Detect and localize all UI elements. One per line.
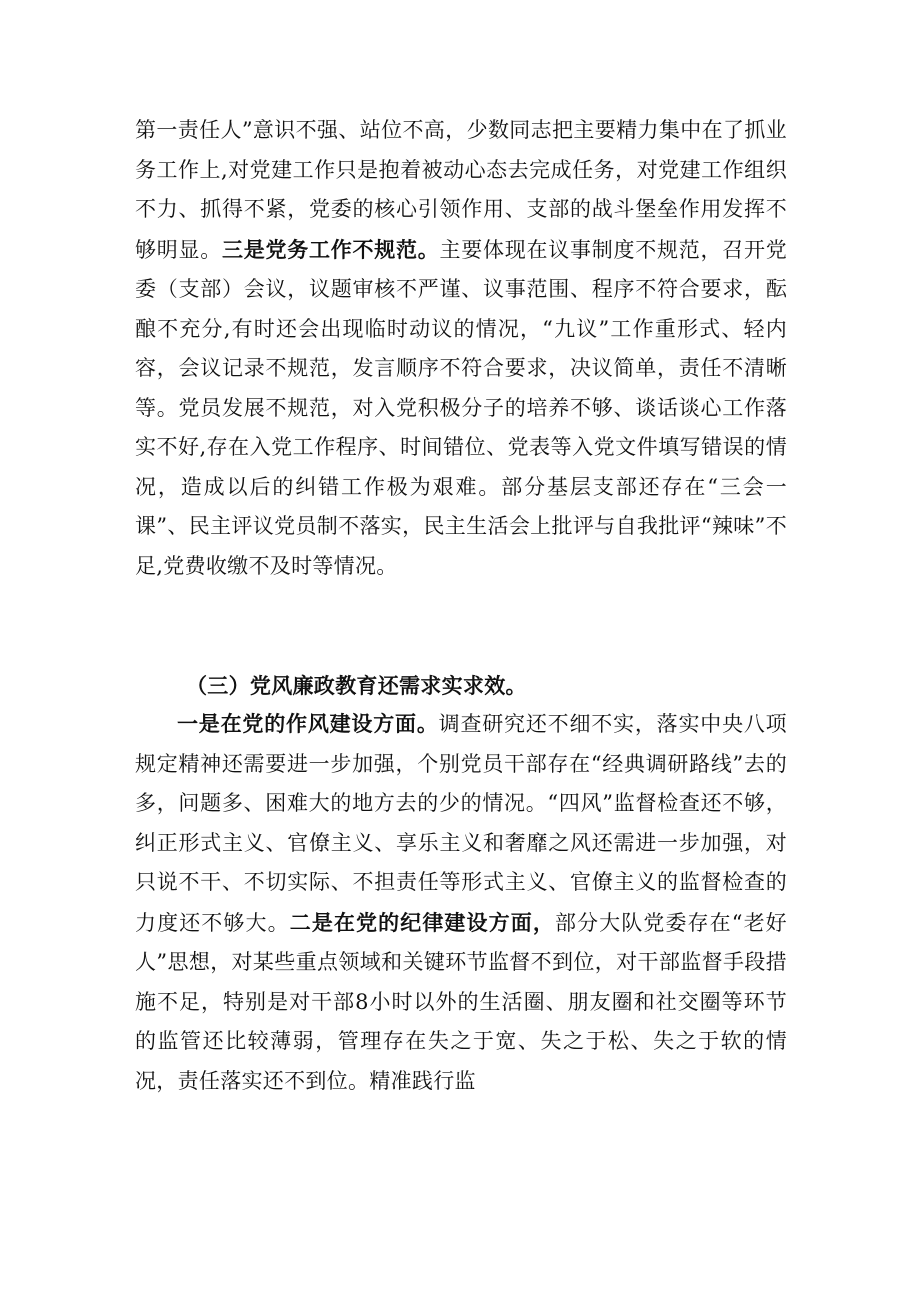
paragraph-2-text-b: 调查研究还不细不实，落实中央八项规定精神还需要进一步加强，个别党员干部存在“经典调研路线”去的多，问题多、困难大的地方去的少的情况。“四风”监督检查还不够，纠正形式主义、官僚主义、享乐主义和奢靡之风还需进一步加强，对只说不干、不切实际、不担责任等形式主义、官僚主义的监督检查的力度还不够大。: [135, 712, 787, 935]
paragraph-2-bold-point-1: 一是在党的作风建设方面。: [177, 711, 439, 736]
paragraph-2-text-d: 部分大队党委存在“老好人”思想，对某些重点领域和关键环节监督不到位，对干部监督手段措施不足，特别是对干部8小时以外的生活圈、朋友圈和社交圈等环节的监管还比较薄弱，管理存在失之于宽、失之于松、失之于软的情况，责任落实还不到位。精准践行监: [135, 910, 787, 1093]
paragraph-1-text-c: 主要体现在议事制度不规范，召开党委（支部）会议，议题审核不严谨、议事范围、程序不符合要求，酝酿不充分,有时还会出现临时动议的情况，“九议”工作重形式、轻内容，会议记录不规范，发言顺序不符合要求，决议简单，责任不清晰等。党员发展不规范，对入党积极分子的培养不够、谈话谈心工作落实不好,存在入党工作程序、时间错位、党表等入党文件填写错误的情况，造成以后的纠错工作极为艰难。部分基层支部还存在“三会一课”、民主评议党员制不落实，民主生活会上批评与自我批评“辣味”不足,党费收缴不及时等情况。: [135, 237, 787, 578]
section-3-heading: （三）党风廉政教育还需求实求效。: [186, 673, 527, 698]
paragraph-1-bold-point-3: 三是党务工作不规范。: [222, 236, 440, 262]
body-paragraph-2: [135, 704, 787, 1101]
paragraph-2-bold-point-2: 二是在党的纪律建设方面，: [289, 909, 555, 935]
paragraph-1-text-a: 第一责任人”意识不强、站位不高，少数同志把主要精力集中在了抓业务工作上,对党建工作只是抱着被动心态去完成任务，对党建工作组织不力、抓得不紧，党委的核心引领作用、支部的战斗堡垒作用发挥不够明显。: [135, 118, 787, 262]
body-paragraph-1: [135, 111, 787, 586]
